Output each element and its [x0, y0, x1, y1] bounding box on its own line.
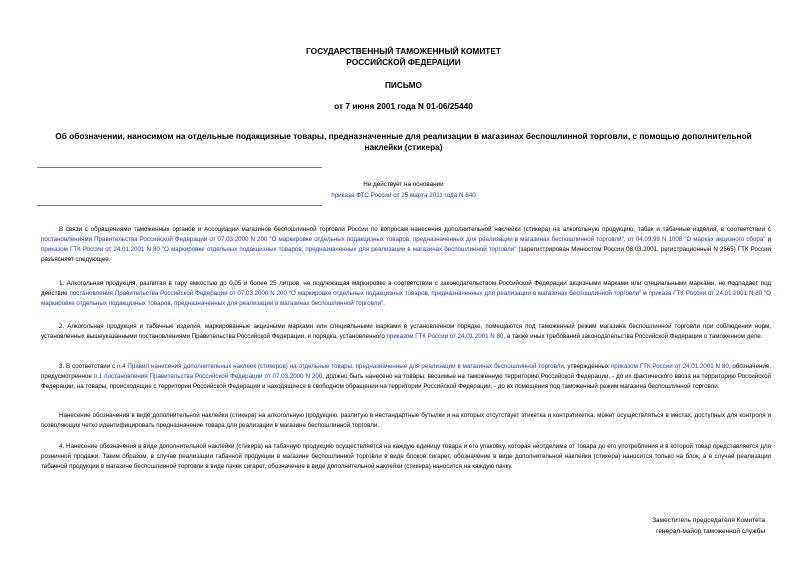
p2-link-resolution[interactable]: постановления Правительства Российской Федерации от 07.03.2000 N 200 "О маркировке отдельных подакцизных товаров, предназначенных для реализации в магазинах беспошлинной торговли"	[69, 289, 642, 297]
divider-top	[37, 167, 322, 168]
paragraph-sticker-placement: Нанесение обозначения в виде дополнительной наклейки (стикера) на алкогольную продукцию, разлитую в нестандартные бутылки и на которых отсутствует этикетка и контрэтикетка, может осуществляться в местах, доступных для контроля и позволяющих четко идентифицировать предназначение товара для реализации в магазине беспошлинной торговли.	[41, 412, 771, 429]
p1-text-2: и	[765, 235, 771, 243]
repeal-order-link[interactable]: приказа ФТС России от 25 марта 2011 года N 640	[331, 192, 476, 199]
signature-title: Заместитель председателя Комитета	[652, 517, 765, 524]
p4-link-rules[interactable]: п.4 Правил нанесения дополнительных наклеек (стикеров) на отдельные товары, предназначенные для реализации в магазинах беспошлинной торговли	[117, 363, 564, 370]
paragraph-4: 4. Нанесение обозначения в виде дополнительной наклейки (стикера) на табачную продукцию осуществляется на каждую единицу товара и его упаковку, которая неотделима от товара до его употребления и в которой товар представляется для розничной продажи. Таким образом, в случае реализации табачной продукции в магазине беспошлинной торговли в виде блоков сигарет, обозначение в виде дополнительной наклейки (стикера) наносится только на блок, а в случае реализации табачной продукции в магазине беспошлинной торговли в виде пачек сигарет, обозначение в виде дополнительной наклейки (стикера) наносится на каждую пачку.	[41, 443, 771, 470]
org-name-line2: РОССИЙСКОЙ ФЕДЕРАЦИИ	[346, 57, 461, 67]
status-link-line	[0, 191, 807, 201]
p2-text-2: и	[641, 289, 649, 297]
p1-link-resolutions[interactable]: постановлениями Правительства Российской Федерации от 07.03.2000 N 200 "О маркировке отдельных подакцизных товаров, предназначенных для реализации в магазинах беспошлинной торговли", от 04.09.99 N 1008 "О марках акцизного сбора"	[41, 235, 766, 243]
org-name-line1: ГОСУДАРСТВЕННЫЙ ТАМОЖЕННЫЙ КОМИТЕТ	[306, 46, 501, 56]
p2-text-1: 1. Алкогольная продукция, разлитая в тару емкостью до 0,05 и более 25 литров, не подлежащая маркировке в соответствии с законодательством Российской Федерации акцизными марками или специальными марками, не подпадает под действие	[41, 280, 771, 297]
p4-text-3: , обозначение, предусмотренное	[41, 363, 771, 380]
signature-rank: генерал-майор таможенной службы	[656, 528, 765, 535]
paragraph-3	[41, 362, 771, 392]
p3-text-2: , а также иных требований законодательства Российской Федерации о таможенном деле.	[503, 332, 763, 340]
doc-title: Об обозначении, наносимом на отдельные подакцизные товары, предназначенные для реализации в магазинах беспошлинной торговли, с помощью дополнительной наклейки (стикера)	[55, 131, 752, 152]
doc-date: от 7 июня 2001 года N 01-06/25440	[334, 101, 473, 111]
paragraph-2	[41, 322, 771, 342]
p1-link-order[interactable]: приказом ГТК России от 24.01.2001 N 80 "О маркировке отдельных подакцизных товаров, предназначенных для реализации в магазинах беспошлинной торговли"	[41, 245, 517, 253]
p4-link-resolution[interactable]: п.1 постановления Правительства Российской Федерации от 07.03.2000 N 200	[93, 372, 323, 380]
p4-text-4: , должно быть нанесено на товары, ввозимые на таможенную территорию Российской Федерации, - до их фактического ввоза на территорию Российской Федерации, на товары, происходящие с территории Российской Федерации и находящиеся в свободном обращении на территории Российской Федерации, - до их помещения под таможенный режим магазина беспошлинной торговли.	[41, 372, 771, 390]
paragraph-1	[41, 279, 771, 309]
p4-text-2: , утвержденных	[563, 363, 611, 370]
p4-link-order[interactable]: приказом ГТК России от 24.01.2001 N 80	[610, 363, 729, 370]
p1-text-3: (зарегистрирован Минюстом России 08.03.2001, регистрационный N 2565) ГТК России разъясняет следующее.	[41, 245, 771, 263]
p3-text-1: 2. Алкогольная продукция и табачные изделия, маркированные акцизными марками или специальными марками в установленном порядке, помещаются под таможенный режим магазина беспошлинной торговли при соблюдении норм, установленных вышеуказанными постановлениями Правительства Российской Федерации, и порядка, установленного	[41, 323, 771, 340]
p4-text-1: 3. В соответствии с	[59, 363, 118, 370]
paragraph-intro	[41, 225, 771, 265]
divider-bottom	[37, 205, 322, 206]
p2-text-3: .	[383, 299, 385, 307]
doc-type: ПИСЬМО	[384, 80, 423, 90]
p2-link-order[interactable]: приказа ГТК России от 24.01.2001 N 80 "О маркировке отдельных подакцизных товаров, предназначенных для реализации в магазинах беспошлинной торговли"	[41, 289, 771, 307]
p3-link-order[interactable]: приказом ГТК России от 24.01.2001 N 80	[386, 332, 504, 340]
status-text: Не действует на основании	[363, 181, 444, 188]
p1-text-1: В связи с обращениями таможенных органов и Ассоциации магазинов беспошлинной торговли России по вопросам нанесения дополнительной наклейки (стикера) на алкогольную продукцию, табак и табачные изделия, в соответствии с	[59, 226, 771, 233]
